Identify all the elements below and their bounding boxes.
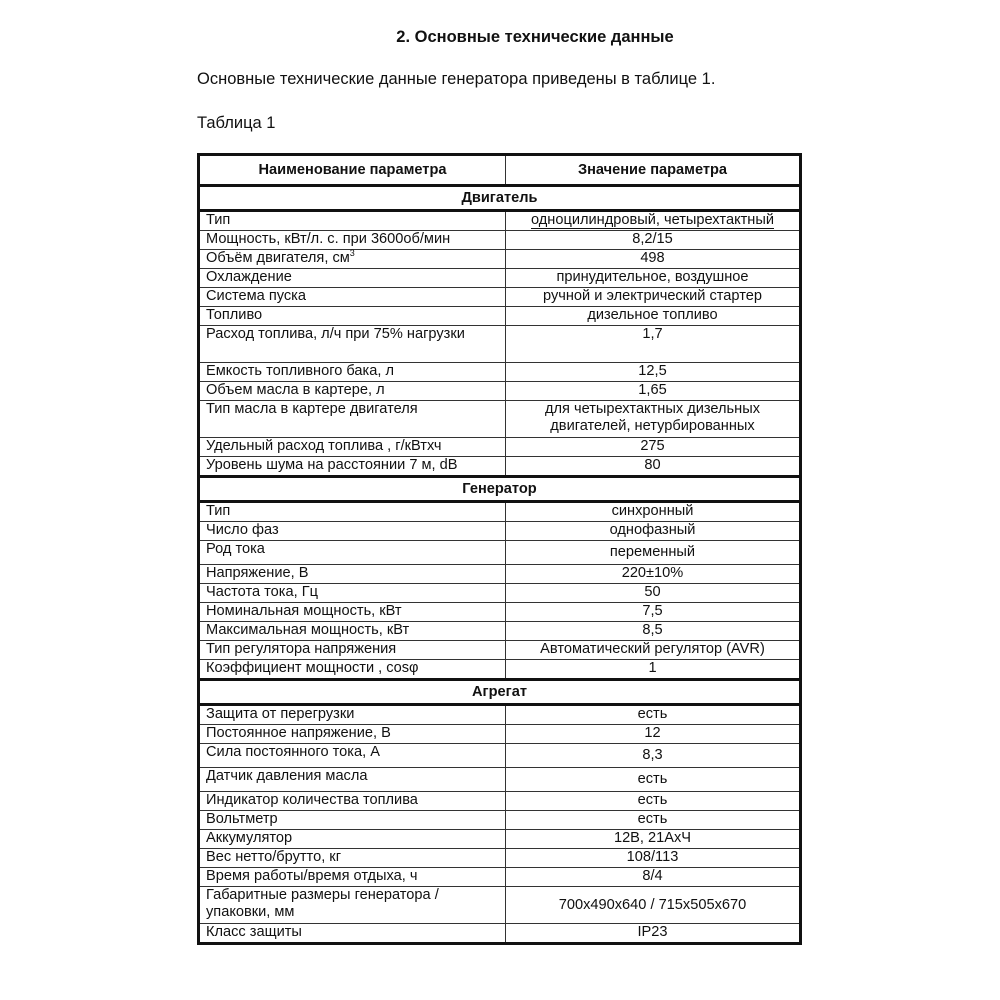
parameter-value-text: есть xyxy=(637,811,668,827)
parameter-name xyxy=(199,326,506,363)
parameter-name-text: Вольтметр xyxy=(206,811,278,827)
parameter-value-text: синхронный xyxy=(611,503,694,519)
parameter-name-text: Датчик давления масла xyxy=(206,768,368,784)
parameter-name xyxy=(199,457,506,477)
parameter-name xyxy=(199,849,506,868)
parameter-value xyxy=(506,522,801,541)
table-row xyxy=(199,307,801,326)
section-title: Агрегат xyxy=(199,680,801,705)
specifications-table xyxy=(197,153,802,945)
table-row xyxy=(199,849,801,868)
parameter-value-text: есть xyxy=(637,706,668,722)
table-row xyxy=(199,211,801,231)
parameter-name xyxy=(199,744,506,768)
table-row xyxy=(199,924,801,944)
parameter-name xyxy=(199,660,506,680)
parameter-value-text: дизельное топливо xyxy=(587,307,718,323)
parameter-name-text: Вес нетто/брутто, кг xyxy=(206,849,342,865)
section-title: Двигатель xyxy=(199,186,801,211)
parameter-name-text: Индикатор количества топлива xyxy=(206,792,418,808)
parameter-name-text: Система пуска xyxy=(206,288,306,304)
parameter-value xyxy=(506,768,801,792)
parameter-name xyxy=(199,565,506,584)
parameter-value xyxy=(506,307,801,326)
parameter-name xyxy=(199,502,506,522)
parameter-name xyxy=(199,768,506,792)
parameter-name-text: Аккумулятор xyxy=(206,830,293,846)
table-row xyxy=(199,522,801,541)
parameter-value-text: 12 xyxy=(644,725,661,741)
parameter-name xyxy=(199,522,506,541)
parameter-value xyxy=(506,868,801,887)
parameter-value-text: переменный xyxy=(609,544,696,560)
parameter-value xyxy=(506,924,801,944)
parameter-value-text: 108/113 xyxy=(626,849,679,865)
parameter-value-text: Автоматический регулятор (AVR) xyxy=(540,641,765,657)
table-caption: Таблица 1 xyxy=(197,114,276,132)
parameter-name-text: Тип регулятора напряжения xyxy=(206,641,397,657)
parameter-name-text: Тип xyxy=(206,212,231,228)
parameter-name-text: Топливо xyxy=(206,307,263,323)
table-row xyxy=(199,288,801,307)
parameter-value xyxy=(506,811,801,830)
table-row xyxy=(199,401,801,438)
table-row xyxy=(199,725,801,744)
column-header-parameter-value: Значение параметра xyxy=(506,155,801,186)
section-title: Генератор xyxy=(199,477,801,502)
parameter-value-text: 1 xyxy=(648,660,657,676)
table-row xyxy=(199,584,801,603)
parameter-value xyxy=(506,584,801,603)
parameter-value-text: ручной и электрический стартер xyxy=(543,288,762,304)
parameter-value-text: 498 xyxy=(640,250,665,266)
table-row xyxy=(199,868,801,887)
section-header-row xyxy=(199,680,801,705)
parameter-value-text: одноцилиндровый, четырехтактный xyxy=(531,212,774,228)
superscript: 3 xyxy=(349,248,355,259)
table-row xyxy=(199,326,801,363)
parameter-value xyxy=(506,641,801,660)
table-row xyxy=(199,641,801,660)
parameter-name xyxy=(199,250,506,269)
table-row xyxy=(199,231,801,250)
parameter-value xyxy=(506,565,801,584)
parameter-name xyxy=(199,541,506,565)
parameter-value-text: 8/4 xyxy=(642,868,663,884)
table-row xyxy=(199,382,801,401)
parameter-value-text: 12В, 21АхЧ xyxy=(613,830,692,846)
parameter-value xyxy=(506,660,801,680)
parameter-value xyxy=(506,887,801,924)
parameter-value xyxy=(506,363,801,382)
parameter-value xyxy=(506,541,801,565)
parameter-name xyxy=(199,269,506,288)
parameter-name xyxy=(199,811,506,830)
table-row xyxy=(199,622,801,641)
parameter-name xyxy=(199,792,506,811)
parameter-value xyxy=(506,231,801,250)
parameter-value-text: 50 xyxy=(644,584,661,600)
parameter-name xyxy=(199,705,506,725)
parameter-name xyxy=(199,438,506,457)
section-heading: 2. Основные технические данные xyxy=(396,28,674,46)
parameter-value-text: IP23 xyxy=(637,924,668,940)
parameter-name-text: Число фаз xyxy=(206,522,279,538)
table-row xyxy=(199,660,801,680)
parameter-name-text: Частота тока, Гц xyxy=(206,584,318,600)
parameter-name-text: Расход топлива, л/ч при 75% нагрузки xyxy=(206,326,465,342)
parameter-value xyxy=(506,849,801,868)
parameter-value-text: для четырехтактных дизельных двигателей, нетурбированных xyxy=(544,401,760,434)
section-header-row xyxy=(199,477,801,502)
parameter-value xyxy=(506,326,801,363)
table-row xyxy=(199,603,801,622)
table-row xyxy=(199,705,801,725)
parameter-value xyxy=(506,725,801,744)
parameter-name xyxy=(199,307,506,326)
table-row xyxy=(199,438,801,457)
parameter-value-text: принудительное, воздушное xyxy=(556,269,749,285)
parameter-value-text: 12,5 xyxy=(638,363,667,379)
parameter-value xyxy=(506,502,801,522)
parameter-name-text: Объем масла в картере, л xyxy=(206,382,385,398)
parameter-name-text: Тип xyxy=(206,503,231,519)
parameter-name xyxy=(199,401,506,438)
parameter-value-text: 700x490x640 / 715x505x670 xyxy=(558,896,747,913)
parameter-name xyxy=(199,924,506,944)
parameter-name-text: Емкость топливного бака, л xyxy=(206,363,394,379)
parameter-value xyxy=(506,830,801,849)
parameter-name-text: Охлаждение xyxy=(206,269,292,285)
parameter-value xyxy=(506,744,801,768)
parameter-name-text: Постоянное напряжение, В xyxy=(206,725,391,741)
table-row xyxy=(199,363,801,382)
parameter-name xyxy=(199,725,506,744)
parameter-value xyxy=(506,211,801,231)
parameter-value xyxy=(506,457,801,477)
parameter-name xyxy=(199,382,506,401)
table-row xyxy=(199,269,801,288)
parameter-name xyxy=(199,887,506,924)
parameter-name xyxy=(199,211,506,231)
parameter-name-text: Род тока xyxy=(206,541,265,557)
table-row xyxy=(199,502,801,522)
parameter-value xyxy=(506,269,801,288)
parameter-name xyxy=(199,363,506,382)
parameter-value xyxy=(506,792,801,811)
parameter-name xyxy=(199,622,506,641)
table-row xyxy=(199,768,801,792)
table-row xyxy=(199,565,801,584)
parameter-name-text: Напряжение, В xyxy=(206,565,309,581)
parameter-name xyxy=(199,231,506,250)
parameter-name xyxy=(199,288,506,307)
parameter-name xyxy=(199,868,506,887)
table-row xyxy=(199,541,801,565)
parameter-name-text: Уровень шума на расстоянии 7 м, dB xyxy=(206,457,458,473)
parameter-name-text: Номинальная мощность, кВт xyxy=(206,603,402,619)
parameter-name xyxy=(199,584,506,603)
section-header-row xyxy=(199,186,801,211)
column-header-parameter-name: Наименование параметра xyxy=(199,155,506,186)
parameter-name xyxy=(199,603,506,622)
parameter-name xyxy=(199,641,506,660)
parameter-value-text: 1,7 xyxy=(642,326,663,342)
parameter-name-text: Сила постоянного тока, А xyxy=(206,744,380,760)
table-row xyxy=(199,744,801,768)
parameter-value-text: однофазный xyxy=(609,522,696,538)
parameter-value-text: 220±10% xyxy=(621,565,684,581)
parameter-value-text: 8,3 xyxy=(642,747,663,763)
parameter-name-text: Удельный расход топлива , г/кВтхч xyxy=(206,438,442,454)
parameter-name-text: Тип масла в картере двигателя xyxy=(206,401,418,417)
parameter-value-text: 275 xyxy=(640,438,665,454)
parameter-value xyxy=(506,250,801,269)
parameter-name-text: Время работы/время отдыха, ч xyxy=(206,868,418,884)
parameter-name-text: Габаритные размеры генератора /упаковки, мм xyxy=(206,887,439,920)
intro-paragraph: Основные технические данные генератора приведены в таблице 1. xyxy=(197,70,716,88)
parameter-value xyxy=(506,705,801,725)
table-row xyxy=(199,830,801,849)
parameter-value-text: 7,5 xyxy=(642,603,663,619)
parameter-value xyxy=(506,622,801,641)
parameter-value-text: 8,2/15 xyxy=(632,231,673,247)
parameter-name-text: Мощность, кВт/л. с. при 3600об/мин xyxy=(206,231,451,247)
parameter-value-text: 1,65 xyxy=(638,382,667,398)
parameter-value xyxy=(506,438,801,457)
parameter-value-text: есть xyxy=(637,771,668,787)
table-row xyxy=(199,250,801,269)
parameter-name xyxy=(199,830,506,849)
parameter-value xyxy=(506,603,801,622)
parameter-value xyxy=(506,382,801,401)
parameter-value-text: есть xyxy=(637,792,668,808)
parameter-name-text: Коэффициент мощности , cosφ xyxy=(206,660,419,676)
table-row xyxy=(199,887,801,924)
parameter-value xyxy=(506,401,801,438)
parameter-value-text: 80 xyxy=(644,457,661,473)
table-header-row xyxy=(199,155,801,186)
parameter-name-text: Максимальная мощность, кВт xyxy=(206,622,410,638)
table-row xyxy=(199,792,801,811)
parameter-value-text: 8,5 xyxy=(642,622,663,638)
table-row xyxy=(199,457,801,477)
parameter-name-text: Объём двигателя, см xyxy=(206,250,350,266)
table-row xyxy=(199,811,801,830)
parameter-name-text: Защита от перегрузки xyxy=(206,706,355,722)
parameter-name-text: Класс защиты xyxy=(206,924,302,940)
parameter-value xyxy=(506,288,801,307)
